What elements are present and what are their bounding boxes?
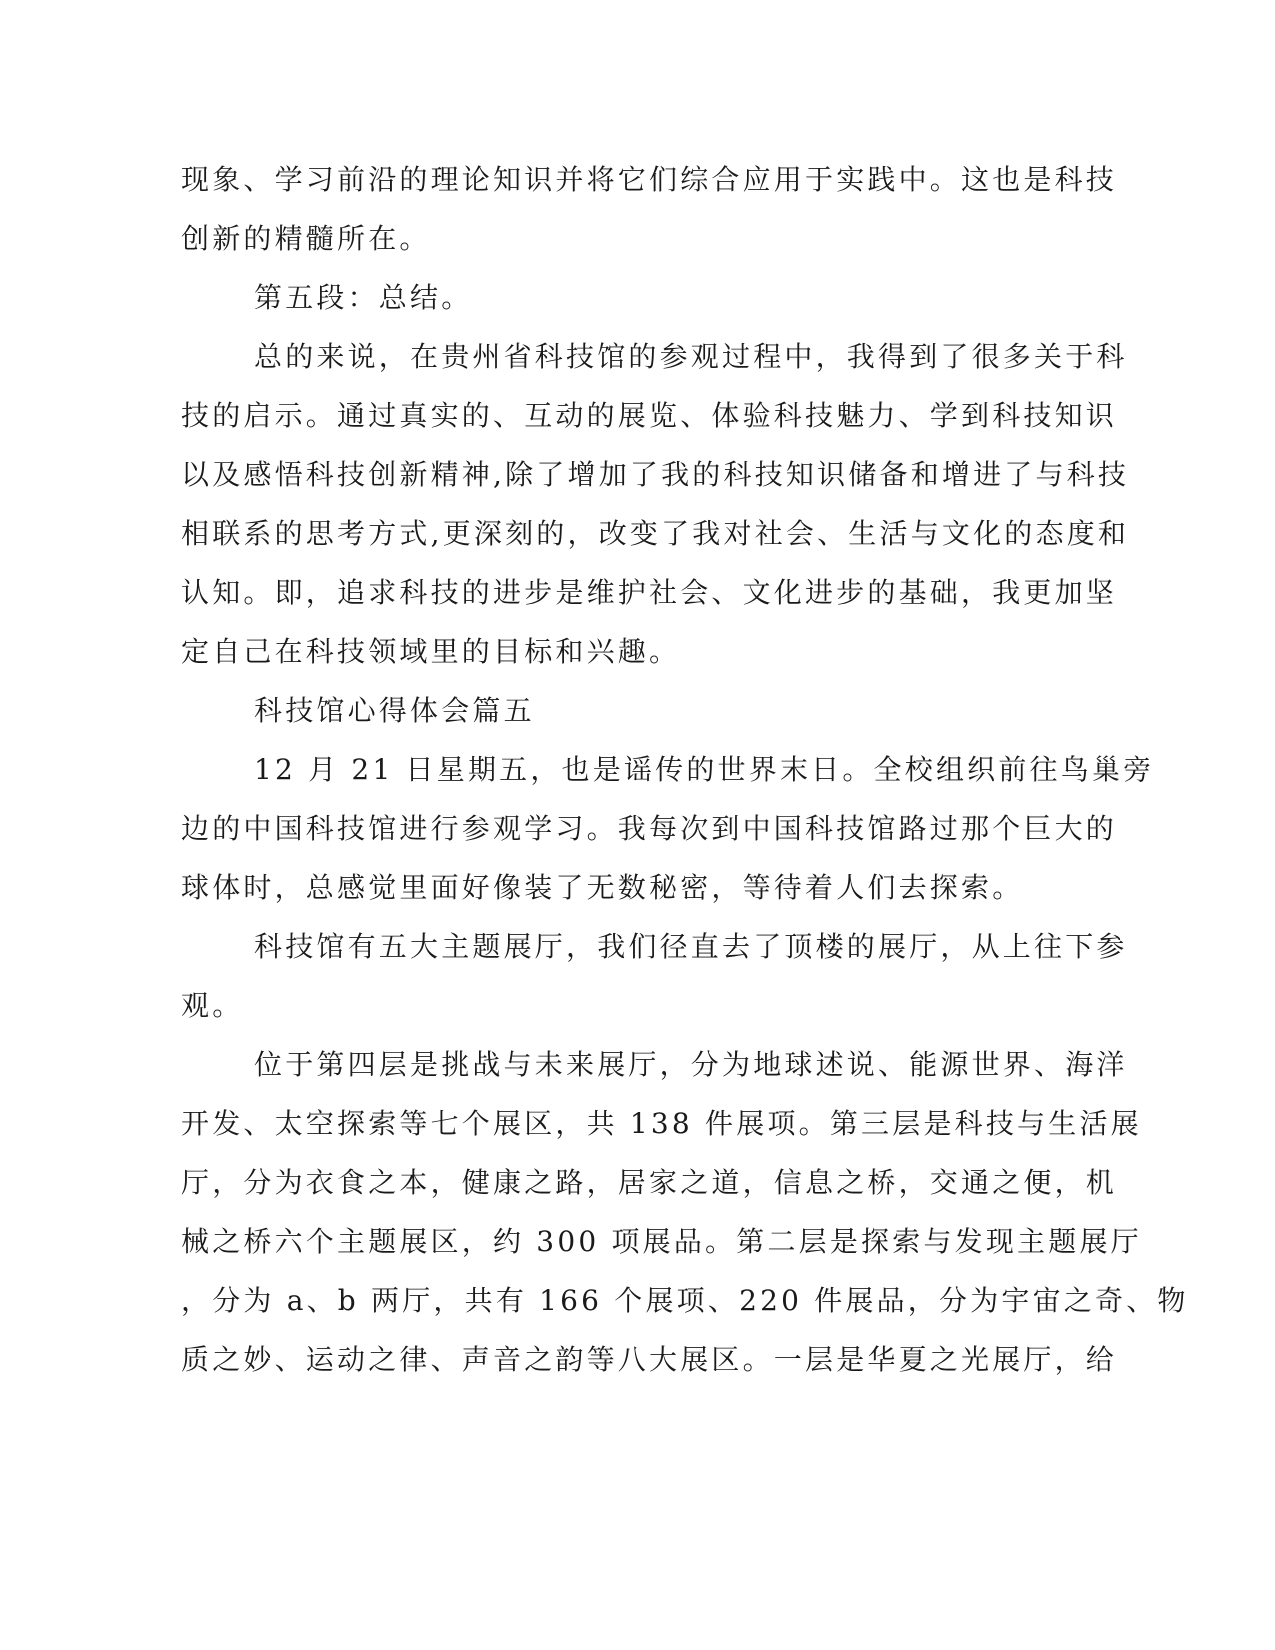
- text-line: 球体时，总感觉里面好像装了无数秘密，等待着人们去探索。: [181, 871, 1024, 904]
- text-line: ，分为 a、b 两厅，共有 166 个展项、220 件展品，分为宇宙之奇、物: [181, 1284, 1189, 1317]
- text-line: 科技馆有五大主题展厅，我们径直去了顶楼的展厅，从上往下参: [254, 930, 1128, 963]
- text-line: 开发、太空探索等七个展区，共 138 件展项。第三层是科技与生活展: [181, 1107, 1142, 1140]
- text-line: 定自己在科技领域里的目标和兴趣。: [181, 635, 681, 668]
- article-title: 科技馆心得体会篇五: [254, 694, 535, 727]
- text-line: 边的中国科技馆进行参观学习。我每次到中国科技馆路过那个巨大的: [181, 812, 1118, 845]
- text-line: 总的来说，在贵州省科技馆的参观过程中，我得到了很多关于科: [254, 340, 1128, 373]
- text-line: 认知。即，追求科技的进步是维护社会、文化进步的基础，我更加坚: [181, 576, 1118, 609]
- text-line: 现象、学习前沿的理论知识并将它们综合应用于实践中。这也是科技: [181, 163, 1118, 196]
- text-line: 质之妙、运动之律、声音之韵等八大展区。一层是华夏之光展厅，给: [181, 1343, 1118, 1376]
- text-line: 以及感悟科技创新精神,除了增加了我的科技知识储备和增进了与科技: [181, 458, 1130, 491]
- text-line: 12 月 21 日星期五，也是谣传的世界末日。全校组织前往鸟巢旁: [254, 753, 1155, 786]
- text-line: 械之桥六个主题展区，约 300 项展品。第二层是探索与发现主题展厅: [181, 1225, 1142, 1258]
- text-line: 厅，分为衣食之本，健康之路，居家之道，信息之桥，交通之便，机: [181, 1166, 1118, 1199]
- text-line: 创新的精髓所在。: [181, 222, 431, 255]
- text-line: 观。: [181, 989, 244, 1022]
- section-heading: 第五段：总结。: [254, 281, 473, 314]
- text-line: 位于第四层是挑战与未来展厅，分为地球述说、能源世界、海洋: [254, 1048, 1128, 1081]
- text-line: 相联系的思考方式,更深刻的，改变了我对社会、生活与文化的态度和: [181, 517, 1130, 550]
- text-line: 技的启示。通过真实的、互动的展览、体验科技魅力、学到科技知识: [181, 399, 1118, 432]
- document-page: [181, 150, 1189, 1389]
